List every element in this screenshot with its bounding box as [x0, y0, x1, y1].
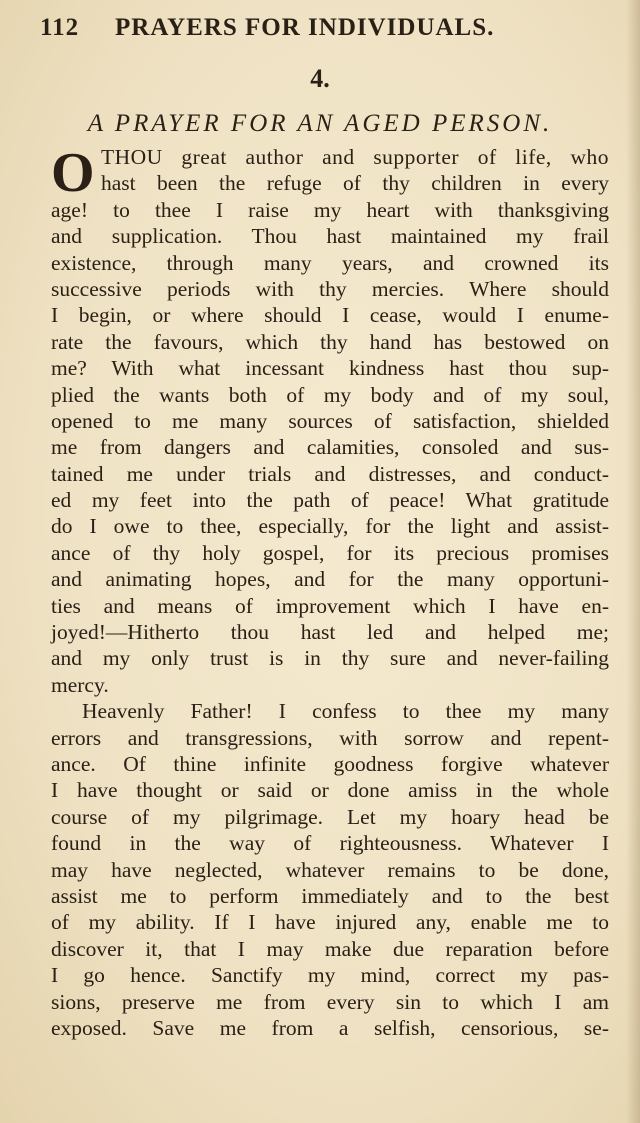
prayer-body — [51, 144, 609, 1041]
running-head-title: PRAYERS FOR INDIVIDUALS. — [115, 14, 495, 41]
text-line: and animating hopes, and for the many opportuni- — [51, 567, 609, 592]
text-line: I have thought or said or done amiss in the whole — [51, 778, 609, 803]
text-line: ties and means of improvement which I have en- — [51, 593, 609, 618]
text-line: exposed. Save me from a selfish, censorious, se- — [51, 1015, 609, 1040]
text-line: sions, preserve me from every sin to which I am — [51, 989, 609, 1014]
page-number: 112 — [40, 14, 80, 41]
text-line: joyed!—Hitherto thou hast led and helped me; — [51, 620, 609, 645]
text-line: of my ability. If I have injured any, enable me to — [51, 910, 609, 935]
text-line: successive periods with thy mercies. Where should — [51, 276, 609, 301]
text-line: me? With what incessant kindness hast thou sup- — [51, 356, 609, 381]
text-line: assist me to perform immediately and to the best — [51, 883, 609, 908]
text-line: and supplication. Thou hast maintained my frail — [51, 224, 609, 249]
text-line: ed my feet into the path of peace! What gratitude — [51, 488, 609, 513]
text-line: hast been the refuge of thy children in every — [101, 171, 609, 196]
page-edge-shadow — [626, 0, 640, 1123]
text-line: rate the favours, which thy hand has bestowed on — [51, 329, 609, 354]
text-line: plied the wants both of my body and of my soul, — [51, 382, 609, 407]
prayer-title: A PRAYER FOR AN AGED PERSON. — [87, 110, 553, 137]
text-line: opened to me many sources of satisfaction, shielded — [51, 408, 609, 433]
text-line: may have neglected, whatever remains to be done, — [51, 857, 609, 882]
text-line: mercy. — [51, 672, 109, 697]
text-line: discover it, that I may make due reparation before — [51, 936, 609, 961]
text-line: ance of thy holy gospel, for its precious promises — [51, 540, 609, 565]
text-line: age! to thee I raise my heart with thanksgiving — [51, 197, 609, 222]
running-header — [40, 14, 530, 46]
drop-cap: O — [51, 142, 95, 204]
text-line: I begin, or where should I cease, would I enume- — [51, 303, 609, 328]
text-line: me from dangers and calamities, consoled and sus- — [51, 435, 609, 460]
text-line: THOU great author and supporter of life, who — [101, 145, 609, 169]
text-line: course of my pilgrimage. Let my hoary head be — [51, 804, 609, 829]
text-line: do I owe to thee, especially, for the light and assist- — [51, 514, 609, 539]
text-line: errors and transgressions, with sorrow and repent- — [51, 725, 609, 750]
text-line: I go hence. Sanctify my mind, correct my pas- — [51, 963, 609, 988]
text-line: Heavenly Father! I confess to thee my many — [82, 699, 609, 724]
text-line: ance. Of thine infinite goodness forgive whatever — [51, 751, 609, 776]
text-line: and my only trust is in thy sure and never-failing — [51, 646, 609, 671]
section-number: 4. — [310, 64, 330, 93]
text-line: found in the way of righteousness. Whatever I — [51, 831, 609, 856]
text-line: tained me under trials and distresses, and conduct- — [51, 461, 609, 486]
text-line: existence, through many years, and crowned its — [51, 250, 609, 275]
